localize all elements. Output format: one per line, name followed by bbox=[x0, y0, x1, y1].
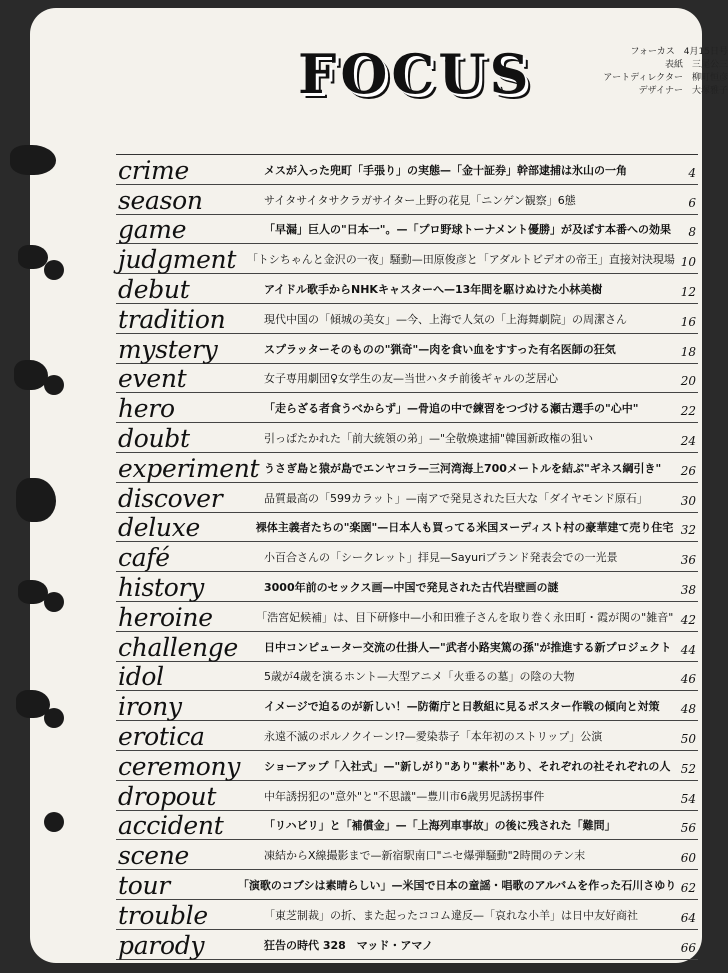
toc-page-number: 32 bbox=[680, 523, 696, 538]
toc-row bbox=[116, 274, 698, 304]
toc-title: 引っぱたかれた「前大統領の弟」—"全敬煥逮捕"韓国新政権の狙い bbox=[264, 431, 594, 445]
toc-title: サイタサイタサクラガサイター上野の花見「ニンゲン観察」6態 bbox=[264, 193, 576, 207]
toc-title: ショーアップ「入社式」—"新しがり"あり"素朴"あり、それぞれの社それぞれの人 bbox=[264, 759, 671, 773]
toc-row bbox=[116, 930, 698, 960]
toc-title: 中年誘拐犯の"意外"と"不思議"—豊川市6歳男児誘拐事件 bbox=[264, 789, 545, 803]
toc-page-number: 50 bbox=[680, 731, 696, 746]
credit-line: アートディレクター 柳町恒彦 bbox=[603, 73, 728, 83]
binder-hole-icon bbox=[14, 360, 48, 390]
binder-hole-icon bbox=[10, 145, 56, 175]
toc-page-number: 52 bbox=[680, 761, 696, 776]
toc-row bbox=[116, 572, 698, 602]
toc-row bbox=[116, 513, 698, 543]
toc-title: 「リハビリ」と「補償金」—「上海列車事故」の後に残された「難問」 bbox=[264, 819, 616, 833]
toc-title: 3000年前のセックス画—中国で発見された古代岩壁画の謎 bbox=[264, 580, 559, 594]
toc-row bbox=[116, 662, 698, 692]
toc-page-number: 46 bbox=[680, 672, 696, 687]
toc-category: trouble bbox=[118, 900, 208, 930]
binder-hole-icon bbox=[16, 690, 50, 718]
table-of-contents bbox=[116, 154, 698, 960]
toc-title: 品質最高の「599カラット」—南アで発見された巨大な「ダイヤモンド原石」 bbox=[264, 491, 648, 505]
toc-category: crime bbox=[118, 155, 189, 185]
toc-category: idol bbox=[118, 662, 164, 692]
binder-hole-icon bbox=[16, 478, 56, 522]
toc-category: game bbox=[118, 215, 187, 245]
toc-page-number: 30 bbox=[680, 493, 696, 508]
toc-title: 永遠不滅のポルノクイーン!?—愛染恭子「本年初のストリップ」公演 bbox=[264, 729, 603, 743]
toc-title: アイドル歌手からNHKキャスターへ—13年間を駆けぬけた小林美樹 bbox=[264, 282, 603, 296]
binder-hole-icon bbox=[44, 812, 64, 832]
toc-title: 「演歌のコブシは素晴らしい」—米国で日本の童謡・唱歌のアルバムを作った石川さゆり bbox=[237, 878, 677, 892]
toc-category: discover bbox=[118, 483, 223, 513]
toc-page-number: 36 bbox=[680, 553, 696, 568]
toc-row bbox=[116, 334, 698, 364]
credits-block bbox=[578, 46, 728, 98]
toc-category: mystery bbox=[118, 334, 218, 364]
toc-row bbox=[116, 721, 698, 751]
toc-page-number: 56 bbox=[680, 821, 696, 836]
toc-row bbox=[116, 244, 698, 274]
toc-row bbox=[116, 483, 698, 513]
binder-hole-icon bbox=[44, 260, 64, 280]
toc-title: メスが入った兜町「手張り」の実態—「金十証券」幹部逮捕は氷山の一角 bbox=[264, 163, 627, 177]
toc-page-number: 4 bbox=[688, 165, 696, 180]
toc-category: irony bbox=[118, 692, 182, 722]
toc-title: うさぎ島と猿が島でエンヤコラ—三河湾海上700メートルを結ぶ"ギネス綱引き" bbox=[264, 461, 662, 475]
toc-page-number: 6 bbox=[688, 195, 696, 210]
toc-page-number: 64 bbox=[680, 910, 696, 925]
toc-title: 「トシちゃんと金沢の一夜」騒動—田原俊彦と「アダルトビデオの帝王」直接対決現場 bbox=[246, 253, 675, 267]
toc-title: 現代中国の「傾城の美女」—今、上海で人気の「上海舞劇院」の周潔さん bbox=[264, 312, 627, 326]
toc-title: 「浩宮妃候補」は、目下研修中—小和田雅子さんを取り巻く永田町・霞が関の"雑音" bbox=[256, 610, 674, 624]
toc-row bbox=[116, 453, 698, 483]
toc-page-number: 42 bbox=[680, 612, 696, 627]
toc-category: debut bbox=[118, 274, 190, 304]
toc-category: parody bbox=[118, 930, 205, 960]
toc-page-number: 66 bbox=[680, 940, 696, 955]
credit-line: デザイナー 大塚雅子 bbox=[638, 86, 728, 96]
toc-page-number: 60 bbox=[680, 851, 696, 866]
toc-category: season bbox=[118, 185, 203, 215]
toc-page-number: 48 bbox=[680, 702, 696, 717]
toc-row bbox=[116, 900, 698, 930]
toc-page-number: 26 bbox=[680, 463, 696, 478]
toc-page-number: 12 bbox=[680, 284, 696, 299]
toc-row bbox=[116, 632, 698, 662]
toc-category: event bbox=[118, 364, 187, 394]
toc-title: 小百合さんの「シークレット」拝見—Sayuriブランド発表会での一光景 bbox=[264, 551, 618, 565]
magazine-page bbox=[30, 8, 728, 963]
toc-title: 日中コンピューター交流の仕掛人—"武者小路実篤の孫"が推進する新プロジェクト bbox=[264, 640, 672, 654]
toc-page-number: 8 bbox=[688, 225, 696, 240]
toc-page-number: 18 bbox=[680, 344, 696, 359]
credit-line: フォーカス 4月15日号 bbox=[630, 47, 728, 57]
toc-title: 凍結からX線撮影まで—新宿駅南口"ニセ爆弾騒動"2時間のテン末 bbox=[264, 849, 586, 863]
toc-row bbox=[116, 542, 698, 572]
toc-category: tour bbox=[118, 870, 170, 900]
toc-row bbox=[116, 185, 698, 215]
toc-title: イメージで迫るのが新しい！—防衛庁と日教組に見るポスター作戦の傾向と対策 bbox=[264, 700, 660, 714]
toc-row bbox=[116, 840, 698, 870]
toc-title: 女子専用劇団♀女学生の友—当世ハタチ前後ギャルの芝居心 bbox=[264, 372, 559, 386]
toc-title: 裸体主義者たちの"楽園"—日本人も買ってる米国ヌーディスト村の豪華建て売り住宅 bbox=[255, 521, 674, 535]
toc-title: スプラッターそのものの"猟奇"—肉を食い血をすすった有名医師の狂気 bbox=[264, 342, 616, 356]
toc-category: experiment bbox=[118, 453, 260, 483]
toc-category: erotica bbox=[118, 721, 205, 751]
toc-category: heroine bbox=[118, 602, 213, 632]
toc-title: 「早漏」巨人の"日本一"。—「プロ野球トーナメント優勝」が及ぼす本番への効果 bbox=[264, 223, 672, 237]
toc-page-number: 10 bbox=[680, 255, 696, 270]
magazine-logo: FOCUS bbox=[298, 42, 533, 106]
toc-title: 「東芝制裁」の折、また起ったココム違反—「哀れな小羊」は日中友好商社 bbox=[264, 908, 638, 922]
toc-row bbox=[116, 364, 698, 394]
toc-category: scene bbox=[118, 841, 190, 871]
toc-row bbox=[116, 602, 698, 632]
toc-row bbox=[116, 155, 698, 185]
toc-page-number: 16 bbox=[680, 314, 696, 329]
toc-row bbox=[116, 304, 698, 334]
toc-row bbox=[116, 423, 698, 453]
toc-page-number: 62 bbox=[680, 880, 696, 895]
binder-hole-icon bbox=[18, 580, 48, 604]
credit-line: 表紙 三尾公三 bbox=[664, 60, 728, 70]
toc-category: dropout bbox=[118, 781, 217, 811]
toc-title: 5歳が4歳を演るホント—大型アニメ「火垂るの墓」の陰の大物 bbox=[264, 670, 575, 684]
toc-row bbox=[116, 870, 698, 900]
toc-page-number: 20 bbox=[680, 374, 696, 389]
toc-page-number: 38 bbox=[680, 582, 696, 597]
toc-row bbox=[116, 751, 698, 781]
toc-row bbox=[116, 811, 698, 841]
toc-title: 「走らざる者食うべからず」—骨追の中で練習をつづける瀬古選手の"心中" bbox=[264, 402, 639, 416]
toc-row bbox=[116, 393, 698, 423]
toc-category: hero bbox=[118, 394, 175, 424]
toc-category: café bbox=[118, 543, 170, 573]
toc-page-number: 22 bbox=[680, 404, 696, 419]
toc-row bbox=[116, 691, 698, 721]
toc-page-number: 44 bbox=[680, 642, 696, 657]
toc-category: deluxe bbox=[118, 513, 200, 543]
toc-category: ceremony bbox=[118, 751, 241, 781]
toc-page-number: 24 bbox=[680, 433, 696, 448]
toc-category: doubt bbox=[118, 423, 190, 453]
toc-page-number: 54 bbox=[680, 791, 696, 806]
toc-category: judgment bbox=[118, 245, 237, 275]
toc-title: 狂告の時代 328 マッド・アマノ bbox=[264, 938, 434, 952]
toc-row bbox=[116, 215, 698, 245]
binder-hole-icon bbox=[18, 245, 48, 269]
toc-category: challenge bbox=[118, 632, 238, 662]
toc-row bbox=[116, 781, 698, 811]
toc-category: accident bbox=[118, 811, 224, 841]
toc-category: tradition bbox=[118, 304, 226, 334]
toc-category: history bbox=[118, 572, 204, 602]
